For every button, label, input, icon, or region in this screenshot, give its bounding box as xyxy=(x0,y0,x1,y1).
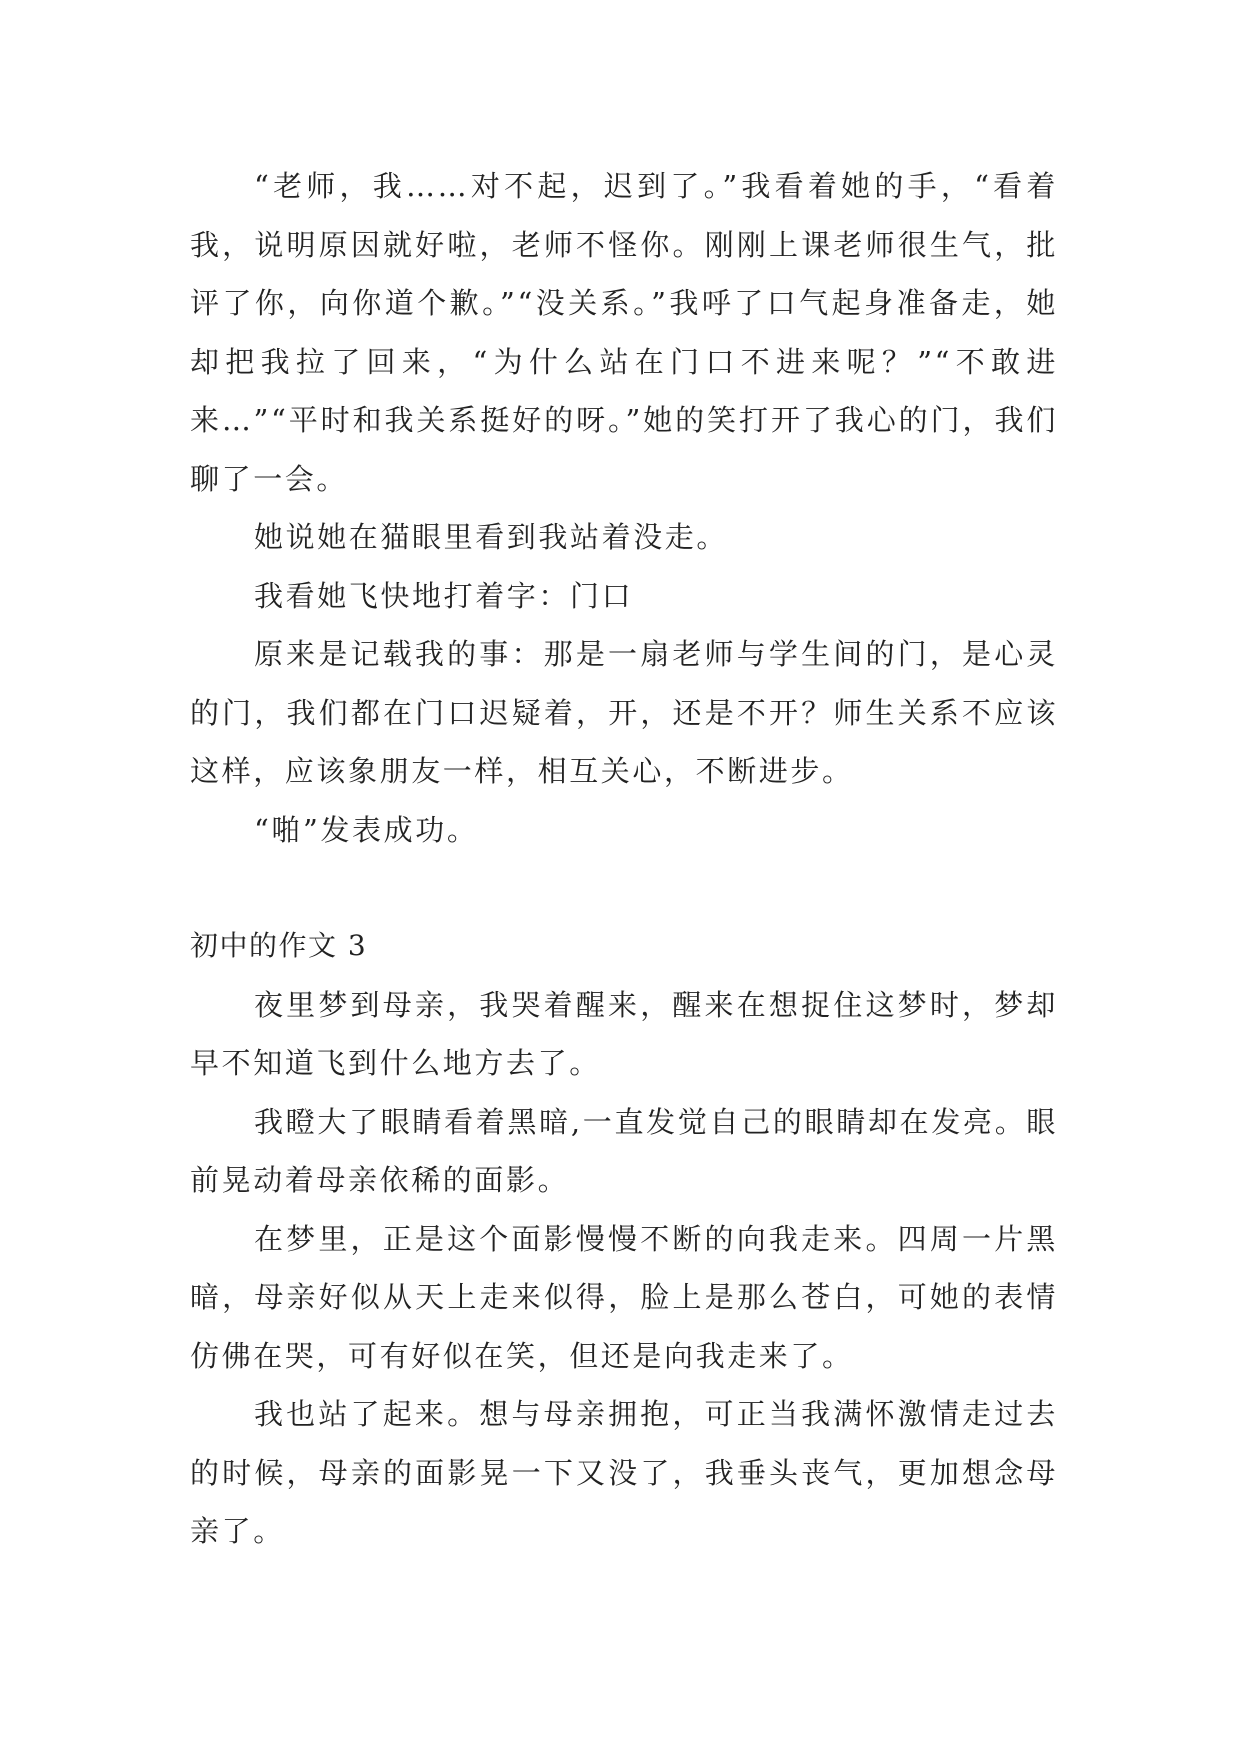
paragraph: 原来是记载我的事：那是一扇老师与学生间的门，是心灵的门，我们都在门口迟疑着，开，还是不开？师生关系不应该这样，应该象朋友一样，相互关心，不断进步。 xyxy=(190,637,1058,788)
section-spacer xyxy=(190,859,1058,917)
paragraph: 她说她在猫眼里看到我站着没走。 xyxy=(254,520,729,554)
paragraph: 我也站了起来。想与母亲拥抱，可正当我满怀激情走过去的时候，母亲的面影晃一下又没了，我垂头丧气，更加想念母亲了。 xyxy=(190,1397,1058,1548)
paragraph: 夜里梦到母亲，我哭着醒来，醒来在想捉住这梦时，梦却早不知道飞到什么地方去了。 xyxy=(190,987,1058,1080)
paragraph: 我瞪大了眼睛看着黑暗,一直发觉自己的眼睛却在发亮。眼前晃动着母亲依稀的面影。 xyxy=(190,1104,1058,1197)
section-heading: 初中的作文 3 xyxy=(190,929,368,962)
paragraph: “老师，我……对不起，迟到了。”我看着她的手，“看着我，说明原因就好啦，老师不怪你。刚刚上课老师很生气，批评了你，向你道个歉。”“没关系。”我呼了口气起身准备走，她却把我拉了回来，“为什么站在门口不进来呢？”“不敢进来…”“平时和我关系挺好的呀。”她的笑打开了我心的门，我们聊了一会。 xyxy=(190,169,1058,496)
paragraph: “啪”发表成功。 xyxy=(254,812,479,847)
document-body xyxy=(190,157,1058,1561)
paragraph: 在梦里，正是这个面影慢慢不断的向我走来。四周一片黑暗，母亲好似从天上走来似得，脸上是那么苍白，可她的表情仿佛在哭，可有好似在笑，但还是向我走来了。 xyxy=(190,1221,1058,1373)
paragraph: 我看她飞快地打着字：门口 xyxy=(254,578,634,613)
